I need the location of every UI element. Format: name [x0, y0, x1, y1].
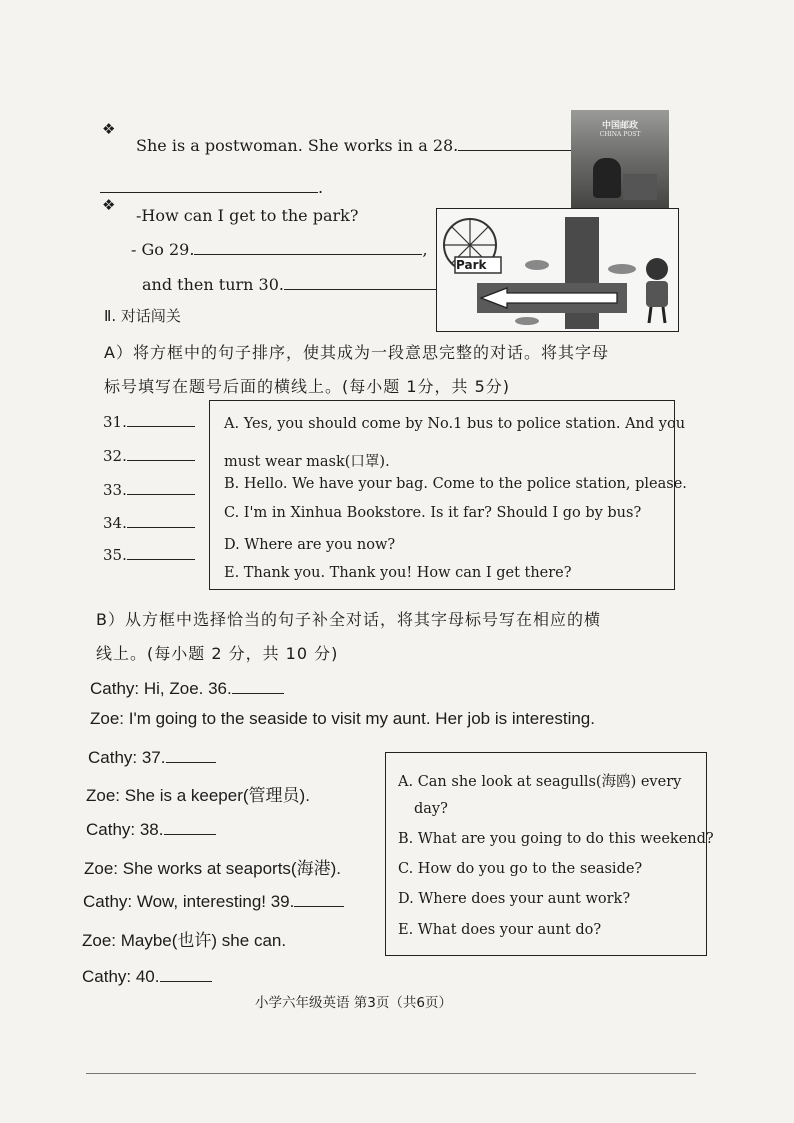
- bullet-diamond: ❖: [102, 120, 116, 138]
- option-e: E. Thank you. Thank you! How can I get there?: [224, 565, 572, 581]
- answer-blank-37[interactable]: [166, 746, 216, 763]
- mail-bag: [623, 174, 657, 200]
- question-28-continuation: [100, 176, 323, 197]
- park-map-image: [436, 208, 679, 332]
- part-a-instruction-1: A）将方框中的句子排序，使其成为一段意思完整的对话。将其字母: [104, 343, 609, 362]
- answer-blank-35[interactable]: [127, 543, 195, 560]
- option-b-e: E. What does your aunt do?: [398, 922, 602, 938]
- answer-blank-38[interactable]: [164, 818, 216, 835]
- option-a-continued: must wear mask(口罩).: [224, 454, 390, 470]
- option-a: A. Yes, you should come by No.1 bus to police station. And you: [224, 416, 686, 432]
- question-30: [142, 273, 444, 294]
- answer-blank-32[interactable]: [127, 444, 195, 461]
- dialogue-line-37: Cathy: 37.: [88, 746, 216, 768]
- question-35: 35.: [103, 543, 195, 564]
- question-30-text: and then turn 30.: [142, 275, 284, 294]
- question-34: 34.: [103, 511, 195, 532]
- question-28-text: She is a postwoman. She works in a 28.: [136, 136, 459, 155]
- part-b-instruction-1: B）从方框中选择恰当的句子补全对话，将其字母标号写在相应的横: [96, 610, 601, 629]
- page-footer: 小学六年级英语 第3页（共6页）: [255, 995, 452, 1011]
- part-b-instruction-2: 线上。(每小题 2 分，共 10 分): [96, 644, 339, 663]
- answer-blank-36[interactable]: [232, 677, 284, 694]
- question-29-text: - Go 29.: [131, 240, 195, 259]
- part-a-instruction-2: 标号填写在题号后面的横线上。(每小题 1分，共 5分): [104, 377, 511, 396]
- dialogue-line-38: Cathy: 38.: [86, 818, 216, 840]
- answer-blank-31[interactable]: [127, 410, 195, 427]
- question-31: 31.: [103, 410, 195, 431]
- post-office-image: [571, 110, 669, 216]
- dialogue-line-zoe-4: Zoe: Maybe(也许) she can.: [82, 931, 287, 950]
- option-b-a: A. Can she look at seagulls(海鸥) every: [398, 774, 682, 790]
- china-post-logo: [571, 118, 669, 138]
- logo-english: CHINA POST: [599, 131, 641, 138]
- question-28: [136, 134, 588, 155]
- answer-blank-34[interactable]: [127, 511, 195, 528]
- dialogue-line-40: Cathy: 40.: [82, 965, 212, 987]
- answer-blank-28[interactable]: [458, 134, 588, 151]
- answer-blank-29[interactable]: [194, 238, 422, 255]
- park-sign-label: Park: [456, 258, 487, 272]
- option-c: C. I'm in Xinhua Bookstore. Is it far? Should I go by bus?: [224, 505, 642, 521]
- dialogue-line-zoe-1: Zoe: I'm going to the seaside to visit my aunt. Her job is interesting.: [90, 709, 595, 728]
- dialogue-line-zoe-3: Zoe: She works at seaports(海港).: [84, 859, 341, 878]
- answer-blank-40[interactable]: [160, 965, 212, 982]
- option-b-c: C. How do you go to the seaside?: [398, 861, 643, 877]
- dialogue-line-39: Cathy: Wow, interesting! 39.: [83, 890, 344, 912]
- question-29-prompt: -How can I get to the park?: [136, 206, 359, 225]
- option-b-a-continued: day?: [414, 801, 448, 817]
- option-b: B. Hello. We have your bag. Come to the police station, please.: [224, 476, 687, 492]
- section-title: Ⅱ. 对话闯关: [104, 307, 181, 325]
- dialogue-line-zoe-2: Zoe: She is a keeper(管理员).: [86, 786, 310, 805]
- postwoman-figure: [593, 158, 621, 198]
- logo-chinese: 中国邮政: [601, 121, 638, 131]
- bullet-diamond: ❖: [102, 196, 116, 214]
- question-33: 33.: [103, 478, 195, 499]
- answer-blank-39[interactable]: [294, 890, 344, 907]
- comma: ,: [422, 240, 428, 259]
- question-32: 32.: [103, 444, 195, 465]
- bottom-edge-line: [86, 1073, 696, 1074]
- period: .: [318, 178, 324, 197]
- answer-blank-28-line2[interactable]: [100, 176, 318, 193]
- question-29: [131, 238, 428, 259]
- answer-blank-30[interactable]: [284, 273, 439, 290]
- option-b-b: B. What are you going to do this weekend?: [398, 831, 714, 847]
- dialogue-line-36: Cathy: Hi, Zoe. 36.: [90, 677, 284, 699]
- option-b-d: D. Where does your aunt work?: [398, 891, 631, 907]
- option-d: D. Where are you now?: [224, 537, 396, 553]
- answer-blank-33[interactable]: [127, 478, 195, 495]
